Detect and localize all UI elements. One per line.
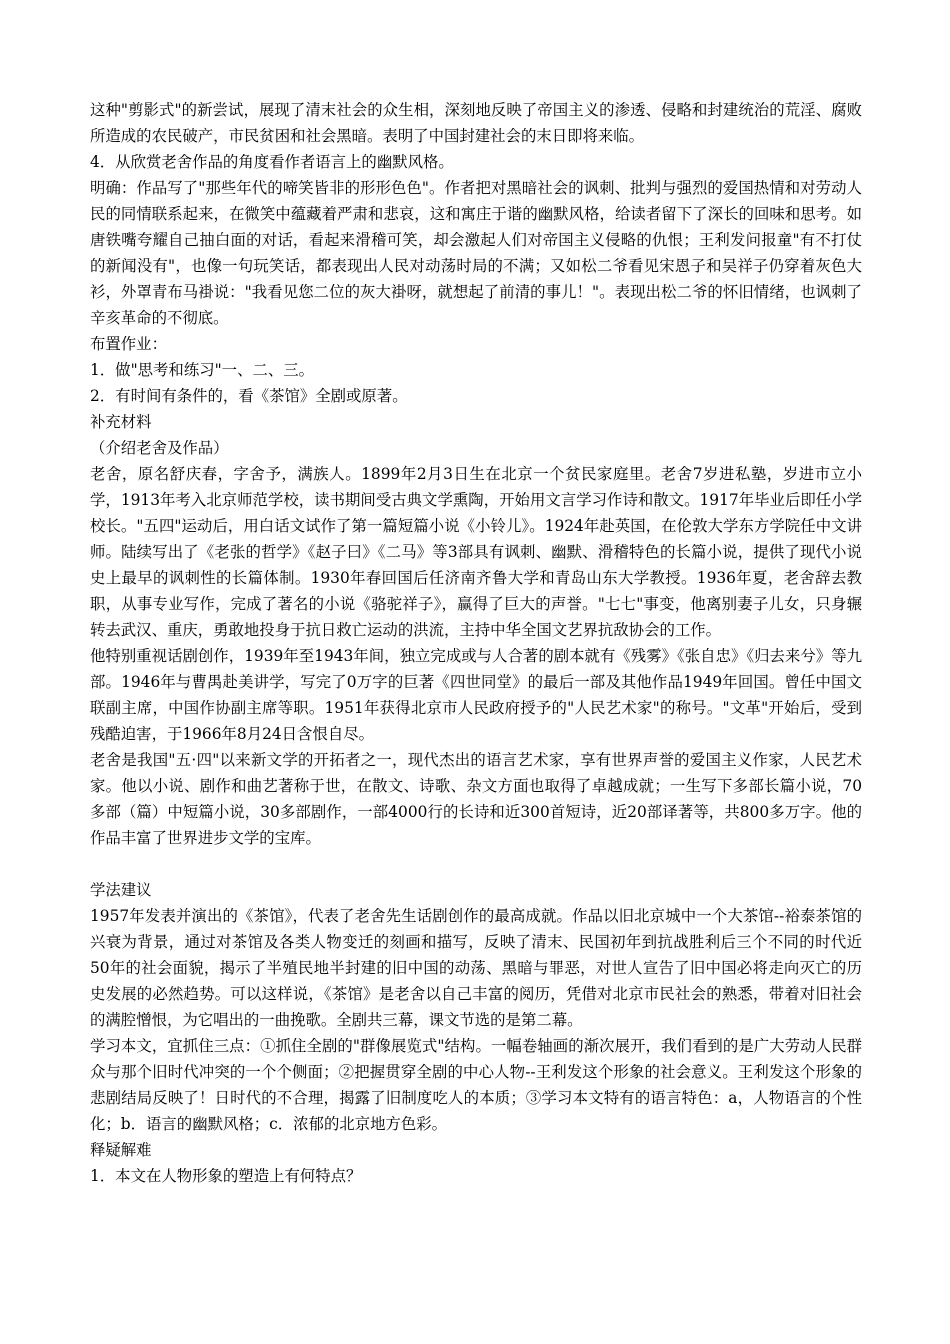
supplement-subheading: （介绍老舍及作品） bbox=[90, 439, 229, 457]
question-4-heading: 4．从欣赏老舍作品的角度看作者语言上的幽默风格。 bbox=[90, 153, 454, 171]
homework-item-1: 1．做"思考和练习"一、二、三。 bbox=[90, 361, 315, 379]
homework-heading: 布置作业： bbox=[90, 335, 167, 353]
biography-paragraph-2: 他特别重视话剧创作，1939年至1943年间，独立完成或与人合著的剧本就有《残雾》《张自忠》《归去来兮》等九部。1946年与曹禺赴美讲学，写完了0万字的巨著《四世同堂》的最后一部及其他作品1949年回国。曾任中国文联副主席，中国作协副主席等职。1951年获得北京市人民政府授予的"人民艺术家"的称号。"文革"开始后，受到残酷迫害，于1966年8月24日含恨自尽。 bbox=[90, 647, 862, 743]
blank-line bbox=[90, 851, 862, 877]
study-advice-heading: 学法建议 bbox=[90, 881, 152, 899]
homework-item-2: 2．有时间有条件的，看《茶馆》全剧或原著。 bbox=[90, 387, 408, 405]
biography-paragraph-3: 老舍是我国"五·四"以来新文学的开拓者之一，现代杰出的语言艺术家，享有世界声誉的爱国主义作家，人民艺术家。他以小说、剧作和曲艺著称于世，在散文、诗歌、杂文方面也取得了卓越成就；一生写下多部长篇小说，70多部（篇）中短篇小说，30多部剧作，一部4000行的长诗和近300首短诗，近20部译著等，共800多万字。他的作品丰富了世界进步文学的宝库。 bbox=[90, 751, 862, 847]
document-page bbox=[90, 97, 862, 1189]
qa-question-1: 1．本文在人物形象的塑造上有何特点？ bbox=[90, 1167, 362, 1185]
answer-humor-style: 明确：作品写了"那些年代的啼笑皆非的形形色色"。作者把对黑暗社会的讽刺、批判与强烈的爱国热情和对劳动人民的同情联系起来，在微笑中蕴藏着严肃和悲哀，这和寓庄于谐的幽默风格，给读者留下了深长的回味和思考。如唐铁嘴夸耀自己抽白面的对话，看起来滑稽可笑，却会激起人们对帝国主义侵略的仇恨；王利发问报童"有不打仗的新闻没有"，也像一句玩笑话，都表现出人民对动荡时局的不满；又如松二爷看见宋恩子和吴祥子仍穿着灰色大衫，外罩青布马褂说："我看见您二位的灰大褂呀，就想起了前清的事儿！"。表现出松二爷的怀旧情绪，也讽刺了辛亥革命的不彻底。 bbox=[90, 179, 862, 327]
paragraph-intro-conclusion: 这种"剪影式"的新尝试，展现了清末社会的众生相，深刻地反映了帝国主义的渗透、侵略和封建统治的荒淫、腐败所造成的农民破产，市民贫困和社会黑暗。表明了中国封建社会的末日即将来临。 bbox=[90, 101, 862, 145]
biography-paragraph-1: 老舍，原名舒庆春，字舍予，满族人。1899年2月3日生在北京一个贫民家庭里。老舍7岁进私塾，岁进市立小学，1913年考入北京师范学校，读书期间受古典文学熏陶，开始用文言学习作诗和散文。1917年毕业后即任小学校长。"五四"运动后，用白话文试作了第一篇短篇小说《小铃儿》。1924年赴英国，在伦敦大学东方学院任中文讲师。陆续写出了《老张的哲学》《赵子曰》《二马》等3部具有讽刺、幽默、滑稽特色的长篇小说，提供了现代小说史上最早的讽刺性的长篇体制。1930年春回国后任济南齐鲁大学和青岛山东大学教授。1936年夏，老舍辞去教职，从事专业写作，完成了著名的小说《骆驼祥子》，赢得了巨大的声誉。"七七"事变，他离别妻子儿女，只身辗转去武汉、重庆，勇敢地投身于抗日救亡运动的洪流，主持中华全国文艺界抗敌协会的工作。 bbox=[90, 465, 862, 639]
supplement-heading: 补充材料 bbox=[90, 413, 152, 431]
study-advice-paragraph-2: 学习本文，宜抓住三点：①抓住全剧的"群像展览式"结构。一幅卷轴画的渐次展开，我们看到的是广大劳动人民群众与那个旧时代冲突的一个个侧面；②把握贯穿全剧的中心人物--王利发这个形象的社会意义。王利发这个形象的悲剧结局反映了！日时代的不合理，揭露了旧制度吃人的本质；③学习本文特有的语言特色：a，人物语言的个性化；b．语言的幽默风格；c．浓郁的北京地方色彩。 bbox=[90, 1037, 862, 1133]
qa-heading: 释疑解难 bbox=[90, 1141, 152, 1159]
study-advice-paragraph-1: 1957年发表并演出的《茶馆》，代表了老舍先生话剧创作的最高成就。作品以旧北京城中一个大茶馆--裕泰茶馆的兴衰为背景，通过对茶馆及各类人物变迁的刻画和描写，反映了清末、民国初年到抗战胜利后三个不同的时代近50年的社会面貌，揭示了半殖民地半封建的旧中国的动荡、黑暗与罪恶，对世人宣告了旧中国必将走向灭亡的历史发展的必然趋势。可以这样说，《茶馆》是老舍以自己丰富的阅历，凭借对北京市民社会的熟悉，带着对旧社会的满腔憎恨，为它唱出的一曲挽歌。全剧共三幕，课文节选的是第二幕。 bbox=[90, 907, 862, 1029]
